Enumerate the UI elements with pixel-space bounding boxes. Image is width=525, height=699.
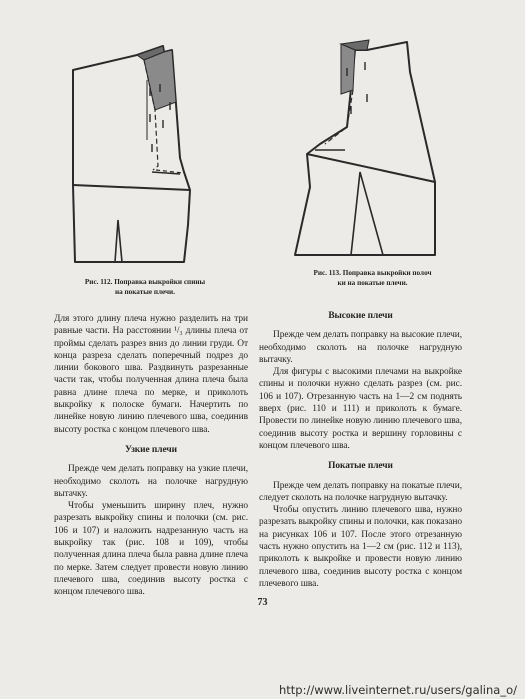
left-paragraph-2: Прежде чем делать поправку на узкие плечи, необходимо сколоть на полочке нагрудную вытачку. [54, 464, 248, 499]
page-number: 73 [257, 597, 268, 608]
right-paragraph-3: Прежде чем делать поправку на покатые плечи, следует сколоть на полочке нагрудную вытачку. [259, 480, 462, 503]
figure-113-caption: Рис. 113. Поправка выкройки полоч ки на покатые плечи. [313, 269, 432, 287]
left-text-column [54, 313, 248, 599]
figure-112-caption: Рис. 112. Поправка выкройки спины на покатые плечи. [84, 278, 206, 296]
right-paragraph-1: Прежде чем делать поправку на высокие плечи, необходимо сколоть на полочке нагрудную вытачку. [259, 330, 462, 365]
right-paragraph-2: Для фигуры с высокими плечами на выкройке спины и полочки нужно сделать разрез (см. рис. 106 и 107). Отрезанную часть на 1—2 см поднять вверх (рис. 110 и 111) и приколоть к бумаге. Провести по линейке новую линию плечевого шва, соединив высоту ростка и вершину горловины с концом плечевого шва. [259, 367, 462, 451]
heading-sloping-shoulders: Покатые плечи [328, 461, 393, 472]
right-text-column [259, 310, 462, 590]
heading-narrow-shoulders: Узкие плечи [125, 444, 177, 455]
watermark-url: http://www.liveinternet.ru/users/galina_o/ [278, 683, 517, 697]
figure-113-front-pattern [285, 32, 445, 262]
right-paragraph-4: Чтобы опустить линию плечевого шва, нужно разрезать выкройку спины и полочки, как показано на рисунках 106 и 107. После этого отрезанную часть нужно опустить на 1—2 см (рис. 112 и 113), приколоть к выкройке и провести новую линию плечевого шва, соединив высоту ростка с концом плечевого шва. [259, 505, 462, 589]
left-paragraph-3: Чтобы уменьшить ширину плеч, нужно разрезать выкройку спины и полочки (см. рис. 106 и 107) и наложить надрезанную часть на выкройку так (рис. 108 и 109), чтобы полученная длина плеча была равна длине плеча по мерке. Затем следует провести новую линию плечевого шва, соединив высоту ростка с концом плечевого шва. [54, 501, 248, 598]
heading-high-shoulders: Высокие плечи [328, 311, 393, 321]
figure-112-back-pattern [60, 40, 220, 265]
left-paragraph-1: Для этого длину плеча нужно разделить на три равные части. На расстоянии ¹/₃ длины плеча от проймы сделать разрез вниз до линии груди. От конца разреза сделать поперечный подрез до линии бокового шва. Раздвинуть разрезанные части так, чтобы полученная длина плеча была равна длине плеча по мерке, и приколоть выкройку к полоске бумаги. Начертить по линейке новую линию плечевого шва, соединив высоту ростка с концом плечевого шва. [54, 314, 248, 435]
